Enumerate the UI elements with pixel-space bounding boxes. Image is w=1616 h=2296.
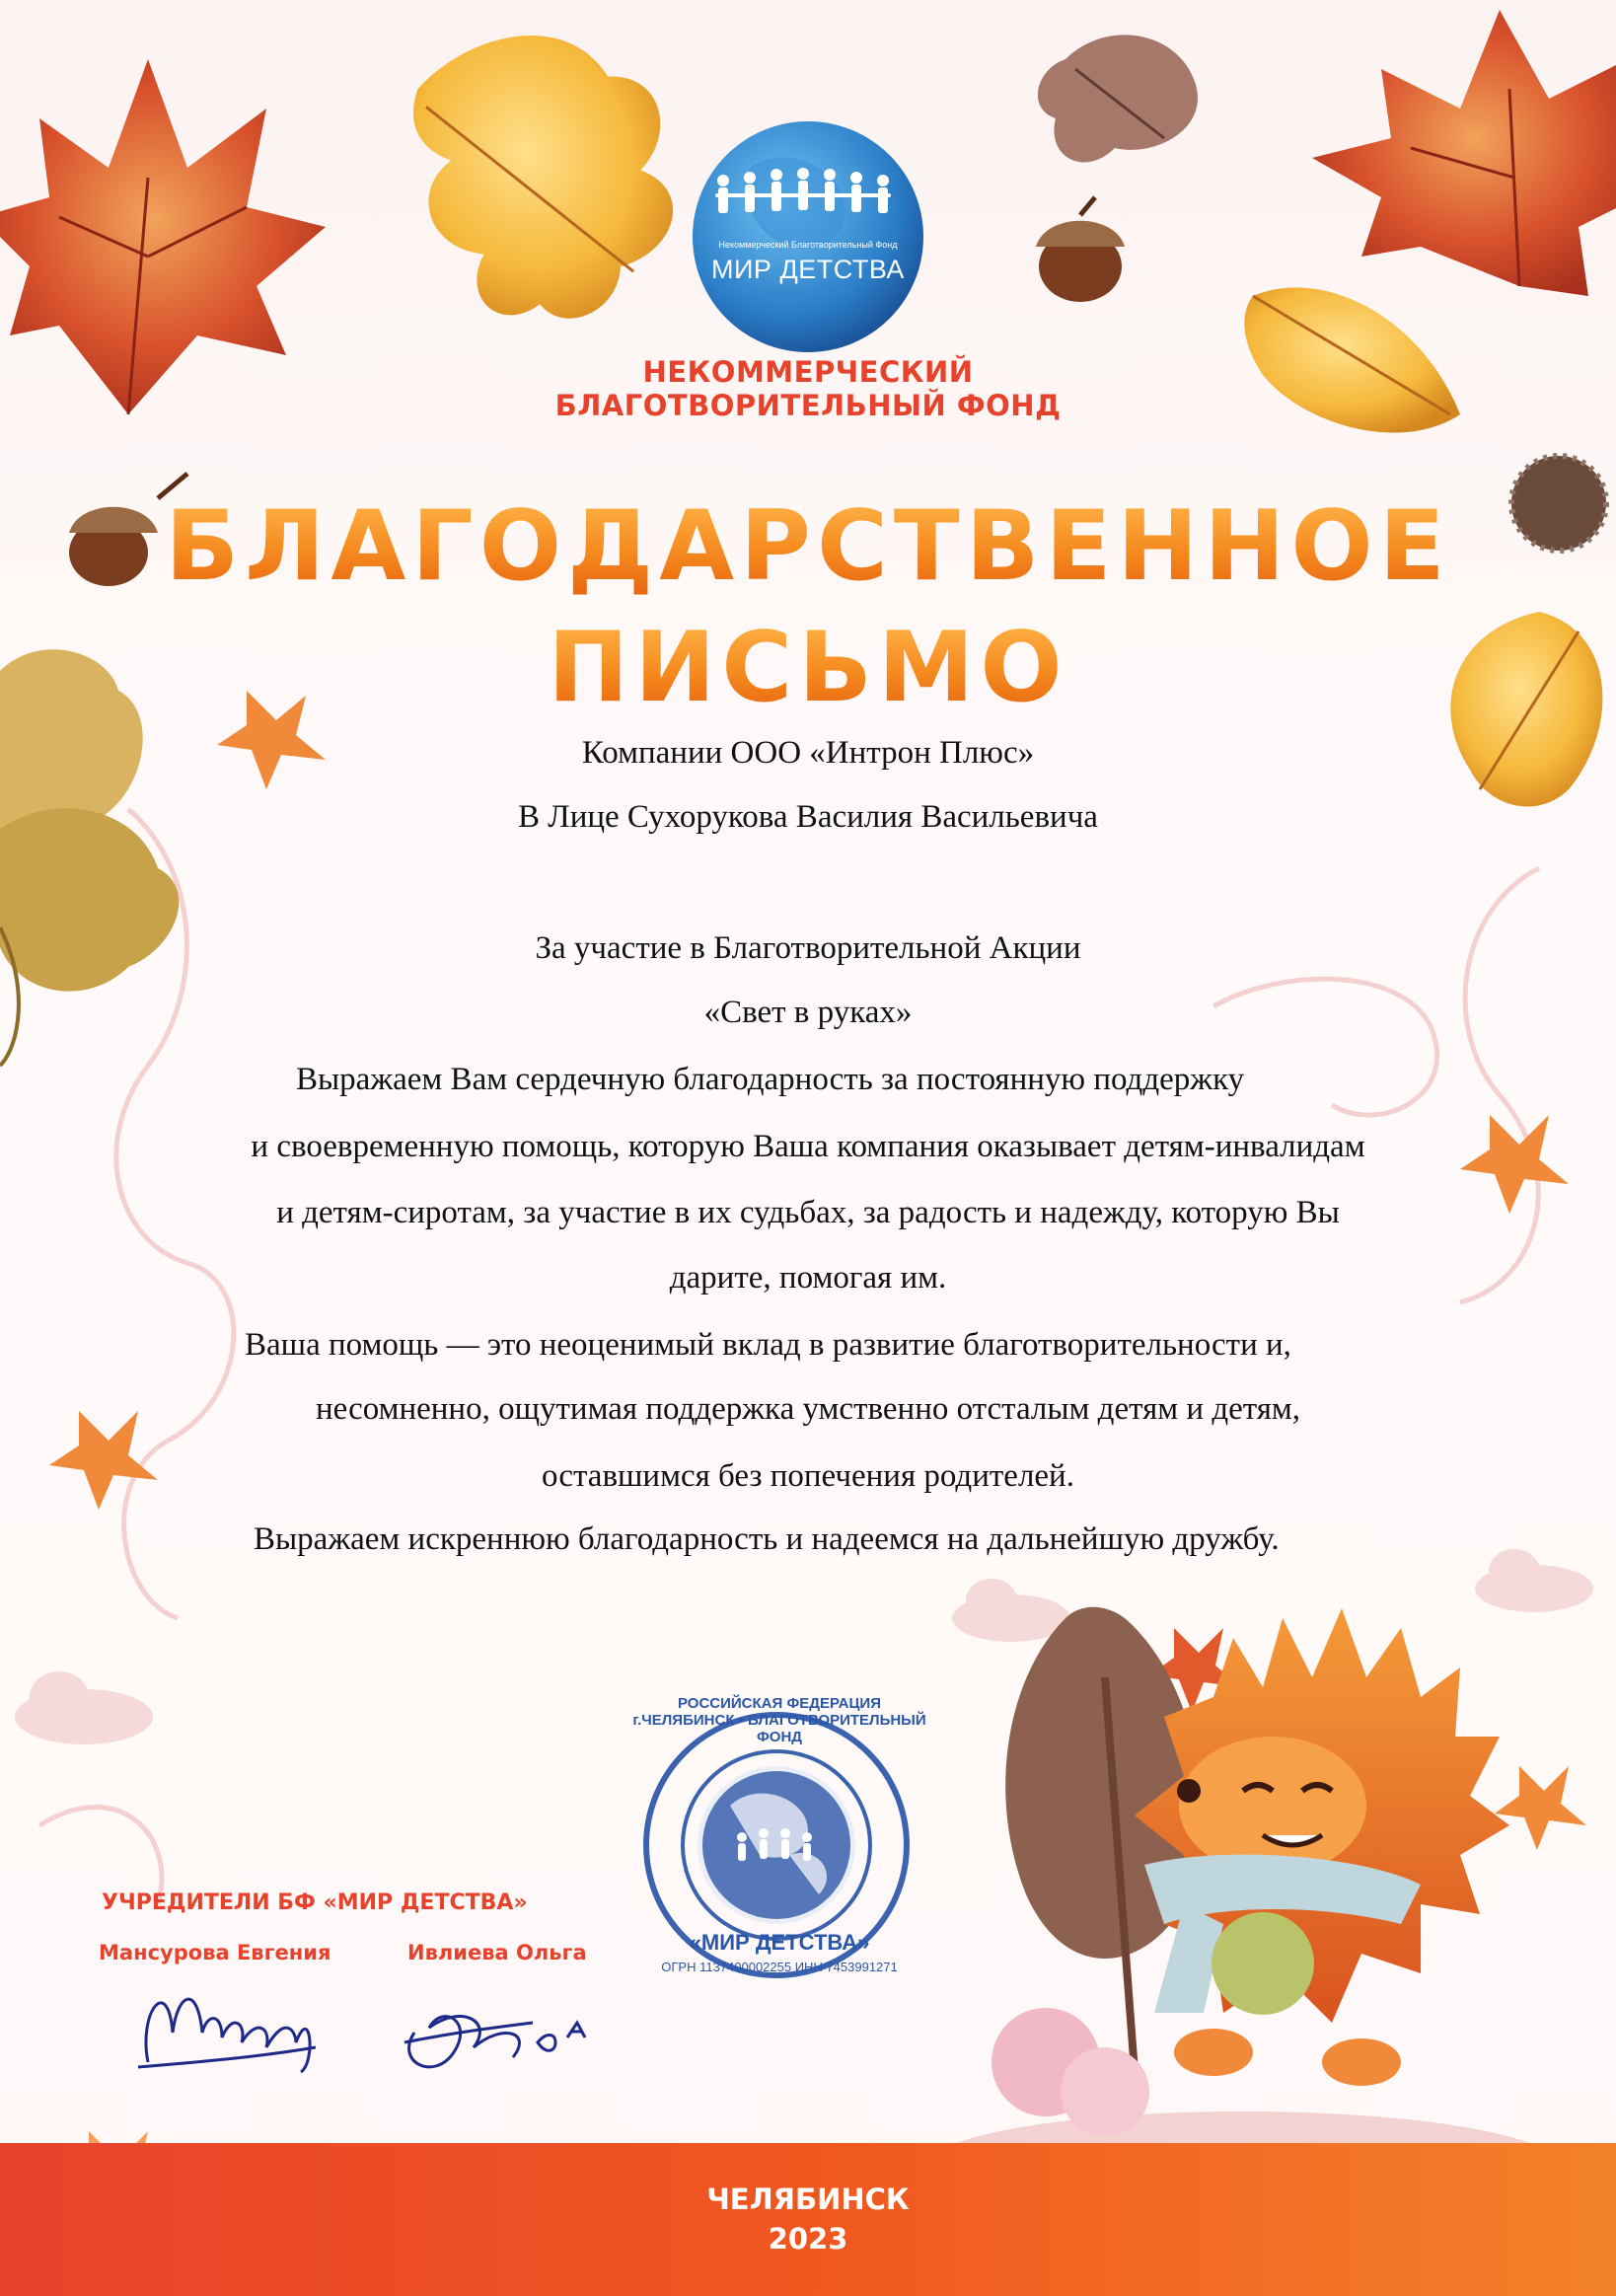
- logo-small-caption: Некоммерческий Благотворительный Фонд: [718, 240, 898, 250]
- brown-leaf-icon: [1038, 35, 1198, 162]
- footer-year: 2023: [768, 2222, 848, 2256]
- page-title-line2: ПИСЬМО: [0, 620, 1616, 716]
- paragraph1-line4: дарите, помогая им.: [669, 1260, 947, 1296]
- founder-name-1: Мансурова Евгения: [99, 1941, 331, 1964]
- foundation-logo-globe-icon: [693, 121, 923, 352]
- maple-leaf-top-right-icon: [1312, 10, 1616, 296]
- footer-city: ЧЕЛЯБИНСК: [706, 2183, 910, 2216]
- paragraph1-line3: и детям-сиротам, за участие в их судьбах, за радость и надежду, которую Вы: [276, 1195, 1340, 1230]
- page-title-line1: БЛАГОДАРСТВЕННОЕ: [0, 498, 1616, 595]
- org-caption-line2: БЛАГОТВОРИТЕЛЬНЫЙ ФОНД: [554, 389, 1062, 422]
- paragraph1-line1: Выражаем Вам сердечную благодарность за постоянную поддержку: [296, 1062, 1245, 1097]
- action-name: «Свет в руках»: [703, 995, 913, 1030]
- stamp-ring-text: РОССИЙСКАЯ ФЕДЕРАЦИЯ г.ЧЕЛЯБИНСК • БЛАГОТВОРИТЕЛЬНЫЙ ФОНД: [632, 1695, 926, 1745]
- hedgehog-illustration: [927, 1607, 1559, 2220]
- occasion-line: За участие в Благотворительной Акции: [535, 930, 1081, 966]
- founders-title: УЧРЕДИТЕЛИ БФ «МИР ДЕТСТВА»: [102, 1890, 528, 1915]
- paragraph2-line2: несомненно, ощутимая поддержка умственно отсталым детям и детям,: [315, 1391, 1301, 1427]
- paragraph2-line3: оставшимся без попечения родителей.: [542, 1458, 1074, 1494]
- paragraph3: Выражаем искреннюю благодарность и надеемся на дальнейшую дружбу.: [254, 1521, 1280, 1557]
- paragraph2-line1: Ваша помощь — это неоценимый вклад в развитие благотворительности и,: [245, 1327, 1291, 1363]
- recipient-company: Компании ООО «Интрон Плюс»: [581, 735, 1035, 771]
- recipient-person: В Лице Сухорукова Василия Васильевича: [518, 799, 1098, 835]
- logo-name: МИР ДЕТСТВА: [711, 255, 905, 284]
- org-caption-line1: НЕКОММЕРЧЕСКИЙ: [642, 355, 974, 389]
- stamp-numbers: ОГРН 1137400002255 ИНН 7453991271: [661, 1960, 898, 1974]
- stamp-name: «МИР ДЕТСТВА»: [689, 1930, 870, 1955]
- signature-ivlieva-icon: [404, 2017, 585, 2067]
- founder-name-2: Ивлиева Ольга: [407, 1941, 587, 1964]
- oak-leaf-yellow-icon: [374, 0, 725, 357]
- footer-bar: [0, 2143, 1616, 2296]
- paragraph1-line2: и своевременную помощь, которую Ваша компания оказывает детям-инвалидам: [251, 1129, 1365, 1164]
- signature-mansurova-icon: [138, 1999, 316, 2072]
- acorn-icon: [1036, 197, 1125, 302]
